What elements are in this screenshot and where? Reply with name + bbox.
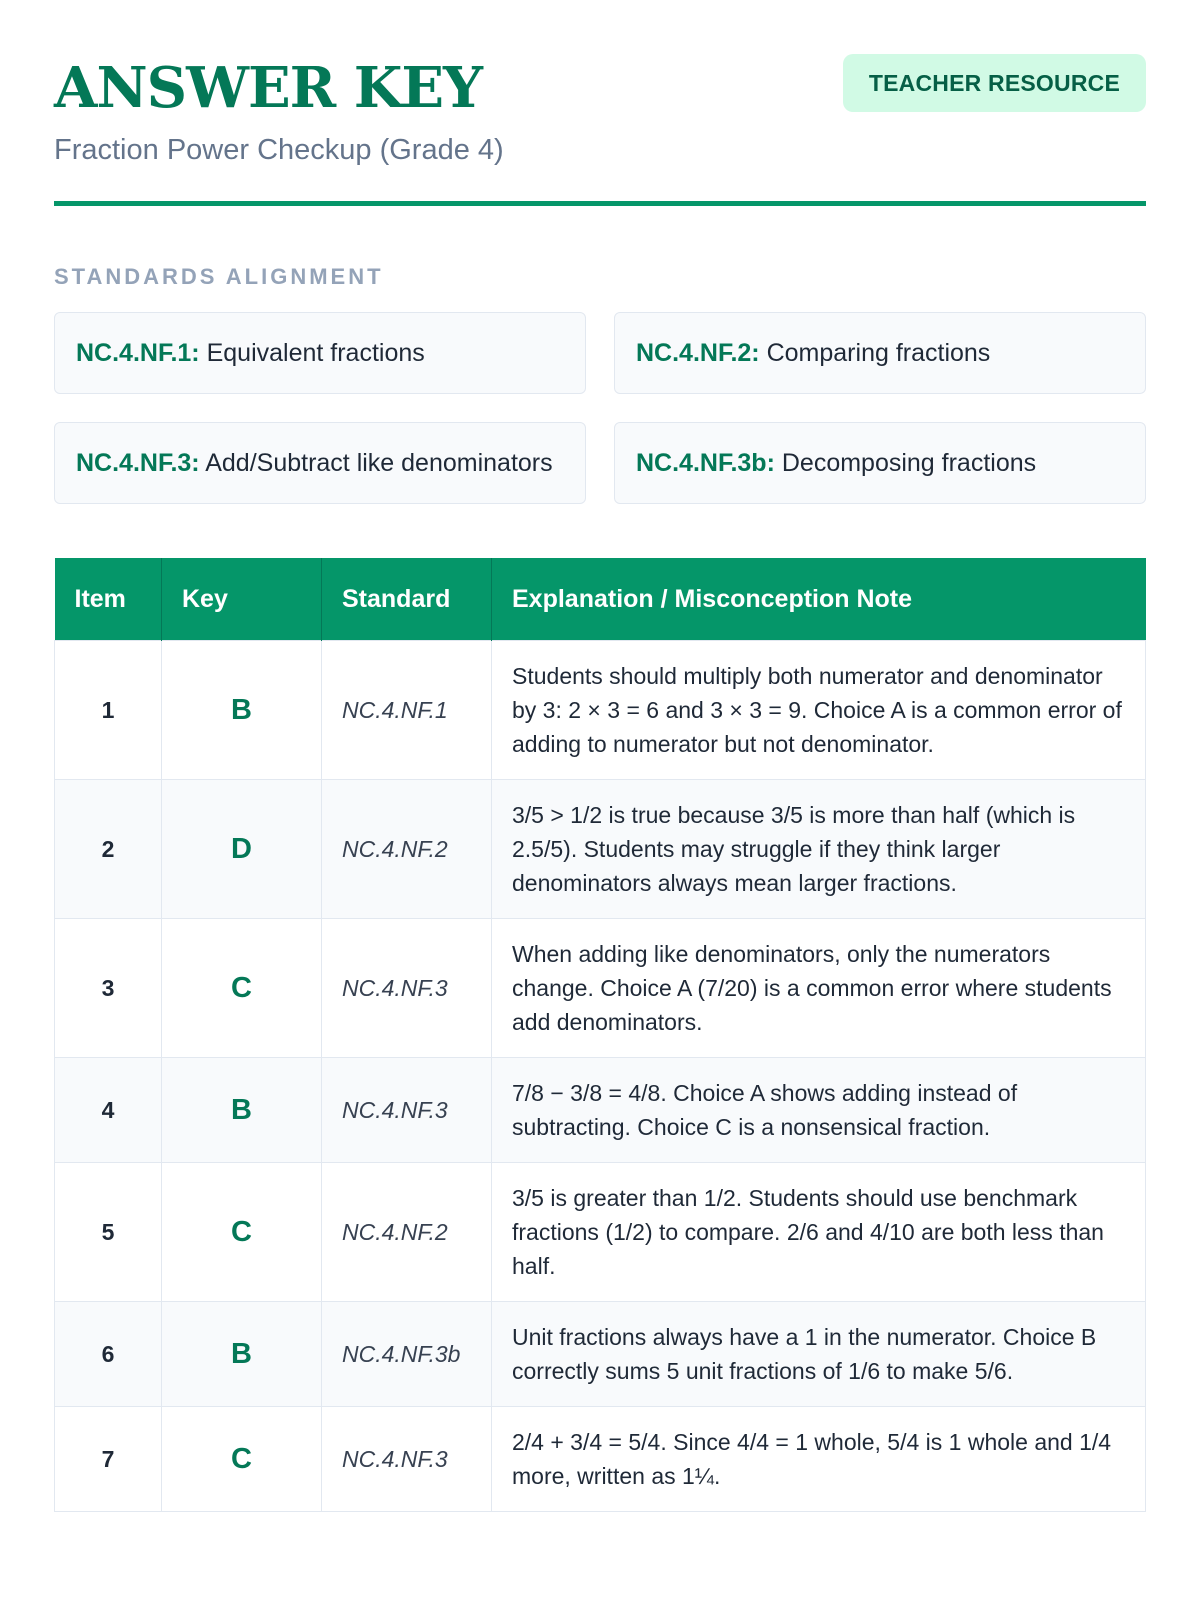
item-number: 3 — [55, 919, 162, 1058]
standard-cell: NC.4.NF.2 — [322, 780, 492, 919]
table-row — [55, 1407, 1146, 1512]
answer-key: C — [162, 1163, 322, 1302]
column-header-standard: Standard — [322, 558, 492, 641]
standards-section-label: STANDARDS ALIGNMENT — [54, 264, 384, 289]
answer-table — [54, 558, 1146, 1512]
standard-code: NC.4.NF.3: — [76, 449, 200, 477]
answer-key: C — [162, 919, 322, 1058]
standard-card — [614, 422, 1146, 504]
explanation-cell: Unit fractions always have a 1 in the numerator. Choice B correctly sums 5 unit fractions of 1/6 to make 5/6. — [492, 1302, 1146, 1407]
explanation-cell: 3/5 is greater than 1/2. Students should use benchmark fractions (1/2) to compare. 2/6 and 4/10 are both less than half. — [492, 1163, 1146, 1302]
explanation-cell: 2/4 + 3/4 = 5/4. Since 4/4 = 1 whole, 5/4 is 1 whole and 1/4 more, written as 1¼. — [492, 1407, 1146, 1512]
table-row — [55, 1058, 1146, 1163]
standard-card — [54, 422, 586, 504]
header — [54, 0, 1146, 206]
explanation-cell: 7/8 − 3/8 = 4/8. Choice A shows adding instead of subtracting. Choice C is a nonsensical fraction. — [492, 1058, 1146, 1163]
page-subtitle: Fraction Power Checkup (Grade 4) — [54, 134, 504, 166]
explanation-cell: When adding like denominators, only the numerators change. Choice A (7/20) is a common error where students add denominators. — [492, 919, 1146, 1058]
answer-key: C — [162, 1407, 322, 1512]
item-number: 2 — [55, 780, 162, 919]
standard-code: NC.4.NF.1: — [76, 339, 200, 367]
standard-description: Decomposing fractions — [781, 449, 1037, 477]
table-row — [55, 780, 1146, 919]
standard-cell: NC.4.NF.3 — [322, 1407, 492, 1512]
answer-key: D — [162, 780, 322, 919]
item-number: 1 — [55, 641, 162, 780]
standard-code: NC.4.NF.2: — [636, 339, 760, 367]
standard-description: Add/Subtract like denominators — [205, 449, 553, 477]
table-row — [55, 919, 1146, 1058]
standard-description: Comparing fractions — [766, 339, 991, 367]
answer-table-container — [54, 558, 1146, 1512]
column-header-item: Item — [55, 558, 162, 641]
page-title: ANSWER KEY — [54, 55, 483, 121]
table-row — [55, 1302, 1146, 1407]
answer-key: B — [162, 641, 322, 780]
teacher-resource-badge: TEACHER RESOURCE — [843, 54, 1146, 112]
answer-key: B — [162, 1302, 322, 1407]
standard-cell: NC.4.NF.3 — [322, 1058, 492, 1163]
explanation-cell: 3/5 > 1/2 is true because 3/5 is more than half (which is 2.5/5). Students may struggle if they think larger denominators always mean larger fractions. — [492, 780, 1146, 919]
column-header-key: Key — [162, 558, 322, 641]
answer-key: B — [162, 1058, 322, 1163]
standard-cell: NC.4.NF.1 — [322, 641, 492, 780]
column-header-explanation: Explanation / Misconception Note — [492, 558, 1146, 641]
standards-grid — [54, 312, 1146, 504]
item-number: 4 — [55, 1058, 162, 1163]
table-row — [55, 641, 1146, 780]
standard-card — [54, 312, 586, 394]
standard-code: NC.4.NF.3b: — [636, 449, 775, 477]
table-row — [55, 1163, 1146, 1302]
explanation-cell: Students should multiply both numerator and denominator by 3: 2 × 3 = 6 and 3 × 3 = 9. Choice A is a common error of adding to numerator but not denominator. — [492, 641, 1146, 780]
standard-description: Equivalent fractions — [206, 339, 425, 367]
standard-cell: NC.4.NF.3 — [322, 919, 492, 1058]
table-header-row — [55, 558, 1146, 641]
standard-cell: NC.4.NF.2 — [322, 1163, 492, 1302]
item-number: 5 — [55, 1163, 162, 1302]
item-number: 6 — [55, 1302, 162, 1407]
standard-card — [614, 312, 1146, 394]
standard-cell: NC.4.NF.3b — [322, 1302, 492, 1407]
item-number: 7 — [55, 1407, 162, 1512]
